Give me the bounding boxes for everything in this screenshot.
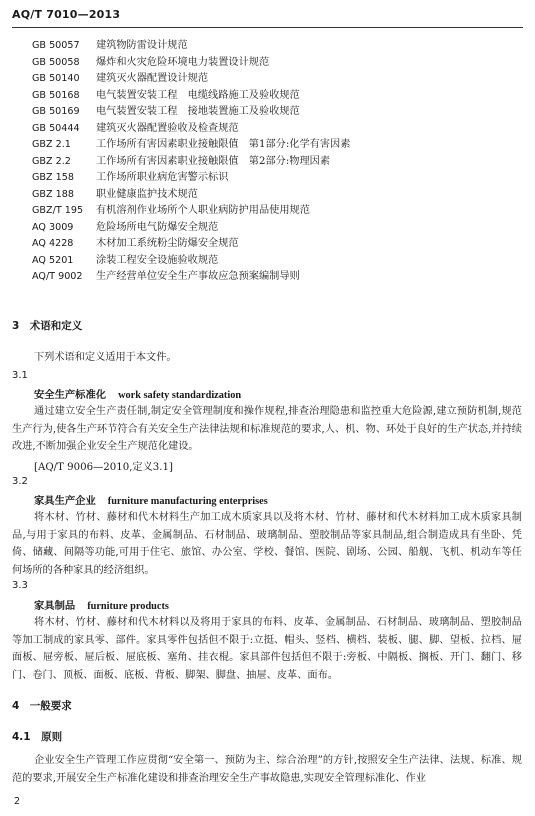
section-3-intro: 下列术语和定义适用于本文件。 bbox=[34, 352, 177, 363]
term-citation: [AQ/T 9006—2010,定义3.1] bbox=[34, 462, 173, 473]
reference-item bbox=[32, 71, 512, 88]
reference-code: GBZ 2.2 bbox=[32, 155, 71, 167]
reference-code: GB 50057 bbox=[32, 40, 80, 51]
reference-item bbox=[32, 38, 512, 55]
term-definition: 通过建立安全生产责任制,制定安全管理制度和操作规程,排查治理隐患和监控重大危险源,建立预防机制,规范生产行为,使各生产环节符合有关安全生产法律法规和标准规范的要求,人、机、物、环处于良好的生产状态,并持续改进,不断加强企业安全生产规范化建设。 bbox=[12, 406, 522, 452]
term-heading bbox=[34, 492, 268, 507]
reference-title: 电气装置安装工程 电缆线路施工及验收规范 bbox=[96, 89, 300, 101]
reference-code: GBZ 188 bbox=[32, 188, 74, 200]
reference-code: GBZ/T 195 bbox=[32, 205, 84, 216]
term-number: 3.3 bbox=[12, 580, 28, 591]
reference-code: GB 50058 bbox=[32, 56, 80, 68]
reference-code: AQ 5201 bbox=[32, 254, 74, 266]
reference-item bbox=[32, 220, 512, 237]
header-divider bbox=[12, 27, 523, 28]
reference-code: GB 50444 bbox=[32, 122, 80, 134]
reference-code: AQ/T 9002 bbox=[32, 271, 83, 282]
reference-item bbox=[32, 170, 512, 187]
reference-title: 有机溶剂作业场所个人职业病防护用品使用规范 bbox=[96, 205, 310, 216]
reference-item bbox=[32, 203, 512, 220]
section-4-1-heading: 4.1 原则 bbox=[12, 731, 63, 743]
reference-code: GB 50140 bbox=[32, 73, 80, 84]
reference-title: 木材加工系统粉尘防爆安全规范 bbox=[96, 238, 239, 249]
reference-title: 电气装置安装工程 接地装置施工及验收规范 bbox=[96, 106, 300, 117]
reference-code: AQ 4228 bbox=[32, 238, 74, 249]
term-chinese-name: 家具生产企业 bbox=[34, 495, 96, 507]
reference-title: 建筑物防雷设计规范 bbox=[96, 40, 188, 51]
reference-code: GB 50169 bbox=[32, 106, 80, 117]
term-chinese-name: 家具制品 bbox=[34, 600, 76, 612]
term-heading bbox=[34, 386, 241, 401]
reference-item bbox=[32, 55, 512, 72]
reference-item bbox=[32, 137, 512, 154]
reference-item bbox=[32, 104, 512, 121]
term-heading bbox=[34, 597, 169, 612]
reference-item bbox=[32, 236, 512, 253]
section-3-heading: 3 术语和定义 bbox=[12, 320, 83, 332]
reference-title: 工作场所有害因素职业接触限值 第2部分:物理因素 bbox=[96, 155, 331, 167]
reference-code: GBZ 158 bbox=[32, 172, 74, 183]
reference-item bbox=[32, 269, 512, 286]
reference-title: 工作场所有害因素职业接触限值 第1部分:化学有害因素 bbox=[96, 139, 351, 150]
page-number: 2 bbox=[14, 796, 21, 807]
term-chinese-name: 安全生产标准化 bbox=[34, 389, 107, 401]
reference-title: 危险场所电气防爆安全规范 bbox=[96, 221, 219, 233]
section-4-1-body: 企业安全生产管理工作应贯彻“安全第一、预防为主、综合治理”的方针,按照安全生产法律、法规、标准、规范的要求,开展安全生产标准化建设和排查治理安全生产事故隐患,实现安全管理标准化、作业 bbox=[12, 755, 522, 784]
reference-title: 生产经营单位安全生产事故应急预案编制导则 bbox=[96, 271, 300, 282]
reference-title: 工作场所职业病危害警示标识 bbox=[96, 172, 229, 183]
reference-code: GB 50168 bbox=[32, 89, 80, 101]
term-english-name: furniture manufacturing enterprises bbox=[107, 496, 268, 507]
reference-item bbox=[32, 187, 512, 204]
document-header: AQ/T 7010—2013 bbox=[12, 8, 121, 21]
reference-title: 涂装工程安全设施验收规范 bbox=[96, 254, 219, 266]
term-definition: 将木材、竹材、藤材和代木材料生产加工成木质家具以及将木材、竹材、藤材和代木材料加工成木质家具制品,与用于家具的布料、皮革、金属制品、石材制品、玻璃制品、塑胶制品等家具制品,组合制造成具有坐卧、凭倚、储藏、间隔等功能,可用于住宅、旅馆、办公室、学校、餐馆、医院、剧场、公园、船舰、飞机、机动车等任何场所的各种家具的经济组织。 bbox=[12, 512, 522, 576]
reference-list bbox=[32, 38, 512, 286]
reference-item bbox=[32, 154, 512, 171]
term-number: 3.2 bbox=[12, 476, 28, 487]
term-definition: 将木材、竹材、藤材和代木材料以及将用于家具的布料、皮革、金属制品、石材制品、玻璃制品、塑胶制品等加工制成的家具零、部件。家具零件包括但不限于:立挺、帽头、竖档、横档、装板、腿、脚、望板、拉档、屉面板、屉旁板、屉后板、屉底板、塞角、挂衣棍。家具部件包括但不限于:旁板、中隔板、搁板、开门、翻门、移门、卷门、顶板、面板、底板、背板、脚架、脚盘、抽屉、皮革、面布。 bbox=[12, 617, 522, 681]
term-english-name: work safety standardization bbox=[118, 390, 242, 401]
reference-title: 爆炸和火灾危险环境电力装置设计规范 bbox=[96, 56, 270, 68]
term-english-name: furniture products bbox=[87, 601, 169, 612]
reference-title: 建筑灭火器配置设计规范 bbox=[96, 73, 209, 84]
reference-title: 职业健康监护技术规范 bbox=[96, 188, 198, 200]
reference-title: 建筑灭火器配置验收及检查规范 bbox=[96, 122, 239, 134]
reference-code: AQ 3009 bbox=[32, 221, 74, 233]
section-4-heading: 4 一般要求 bbox=[12, 700, 72, 712]
reference-code: GBZ 2.1 bbox=[32, 139, 71, 150]
term-number: 3.1 bbox=[12, 370, 28, 381]
reference-item bbox=[32, 88, 512, 105]
reference-item bbox=[32, 121, 512, 138]
reference-item bbox=[32, 253, 512, 270]
